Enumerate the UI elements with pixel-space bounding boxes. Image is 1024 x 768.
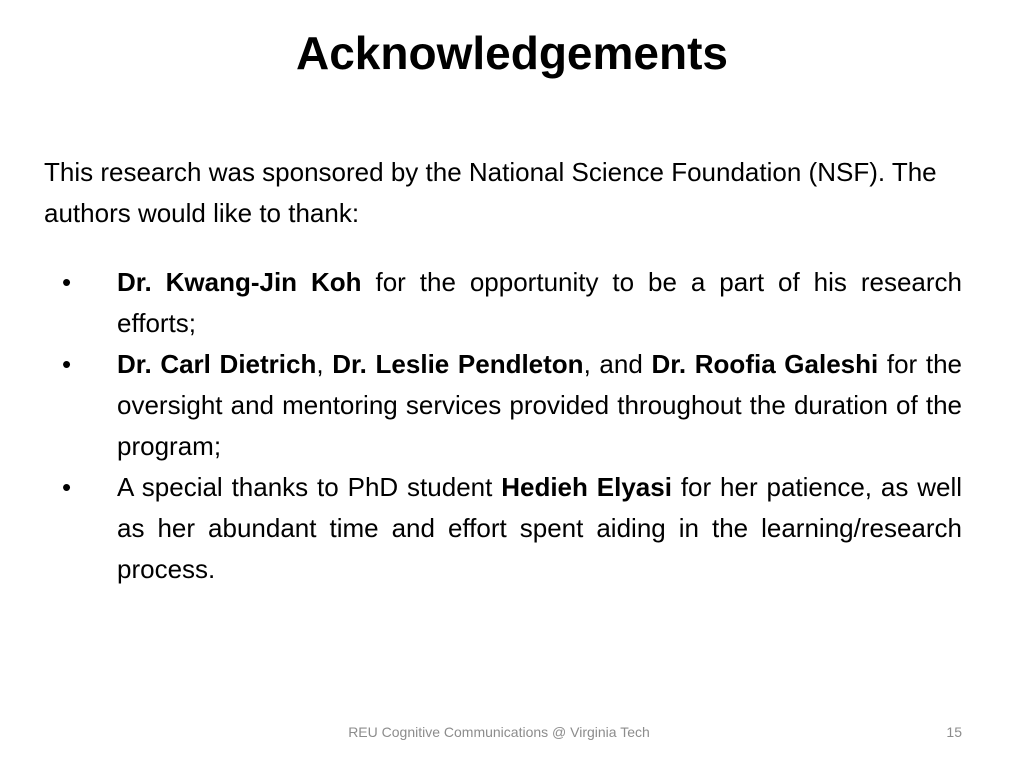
list-item-text — [117, 472, 962, 584]
acknowledgement-list — [62, 262, 962, 590]
item-text: for the oversight and mentoring services provided throughout the duration of the program; — [117, 349, 962, 461]
footer-text: REU Cognitive Communications @ Virginia Tech — [348, 724, 650, 740]
item-text: A special thanks to PhD student — [117, 472, 502, 502]
bullet-icon: • — [62, 472, 72, 502]
person-name: Hedieh Elyasi — [501, 472, 672, 502]
list-item — [62, 344, 962, 467]
item-text: for her patience, as well as her abundant time and effort spent aiding in the learning/research process. — [117, 472, 962, 584]
person-name: Dr. Roofia Galeshi — [651, 349, 879, 379]
bullet-icon: • — [62, 349, 72, 379]
person-name: Dr. Kwang-Jin Koh — [117, 267, 362, 297]
bullet-icon: • — [62, 267, 72, 297]
list-item-text — [117, 349, 962, 461]
person-name: Dr. Carl Dietrich — [117, 349, 317, 379]
separator-text: , — [316, 349, 333, 379]
slide-title: Acknowledgements — [296, 27, 728, 79]
list-item — [62, 467, 962, 590]
item-text: for the opportunity to be a part of his research efforts; — [117, 267, 962, 338]
list-item-text — [117, 267, 962, 338]
list-item — [62, 262, 962, 344]
page-number: 15 — [946, 724, 962, 740]
person-name: Dr. Leslie Pendleton — [332, 349, 584, 379]
intro-paragraph: This research was sponsored by the National Science Foundation (NSF). The authors would like to thank: — [44, 157, 937, 228]
separator-text: , and — [583, 349, 652, 379]
